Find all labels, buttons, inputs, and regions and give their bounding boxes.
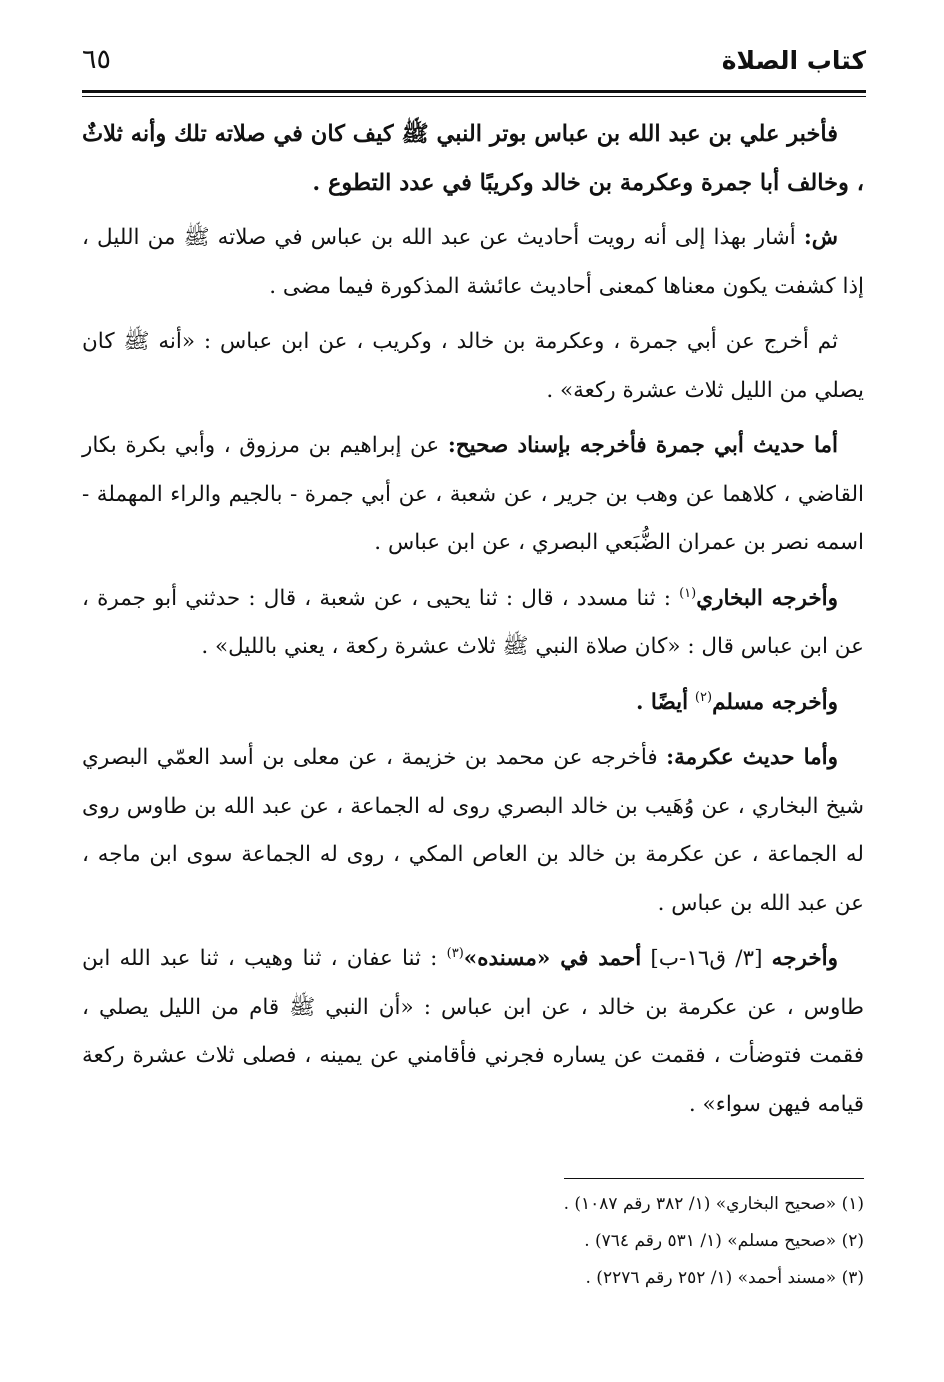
paragraph-matn	[82, 110, 864, 207]
paragraph-lead-source: أحمد في «مسنده»	[463, 946, 642, 971]
paragraph	[82, 422, 864, 568]
paragraph	[82, 935, 864, 1129]
page-number: ٦٥	[82, 44, 112, 75]
paragraph-lead: أما حديث أبي جمرة فأخرجه بإسناد صحيح:	[447, 433, 838, 458]
main-text	[82, 110, 864, 1136]
sharh-marker: ش:	[803, 225, 838, 250]
footnote: (٢) «صحيح مسلم» (١/ ٥٣١ رقم ٧٦٤) .	[584, 1231, 864, 1251]
paragraph-text: عن إبراهيم بن مرزوق ، وأبي بكرة بكار القاضي ، كلاهما عن وهب بن جرير ، عن شعبة ، عن أبي جمرة - بالجيم والراء المهملة - اسمه نصر بن عمران الضُّبَعي البصري ، عن ابن عباس .	[82, 433, 864, 555]
footnote-ref: (١)	[679, 585, 697, 601]
paragraph-lead: وأما حديث عكرمة:	[666, 745, 838, 770]
footnote: (٣) «مسند أحمد» (١/ ٢٥٢ رقم ٢٢٧٦) .	[585, 1268, 864, 1288]
paragraph-text: : ثنا مسدد ، قال : ثنا يحيى ، عن شعبة ، قال : حدثني أبو جمرة ، عن ابن عباس قال : «كان صلاة النبي ﷺ ثلاث عشرة ركعة ، يعني بالليل» .	[82, 585, 864, 659]
paragraph-text: : ثنا عفان ، ثنا وهيب ، ثنا عبد الله ابن طاوس ، عن عكرمة بن خالد ، عن ابن عباس : «أن النبي ﷺ قام من الليل يصلي ، فقمت فتوضأت ، فقمت عن يساره فجرني فأقامني عن يمينه ، فصلى ثلاث عشرة ركعة قيامه فيهن سواء» .	[82, 946, 864, 1117]
paragraph-sharh	[82, 214, 864, 311]
footnotes	[82, 1186, 864, 1297]
footnote-ref: (٣)	[446, 945, 464, 961]
manuscript-ref: [٣/ ق١٦-ب]	[650, 946, 763, 971]
paragraph	[82, 734, 864, 928]
paragraph-text: فأخبر علي بن عبد الله بن عباس بوتر النبي ﷺ كيف كان في صلاته تلك وأنه ثلاثٌ ، وخالف أبا جمرة وعكرمة بن خالد وكريبًا في عدد التطوع .	[82, 121, 864, 196]
paragraph-text: أشار بهذا إلى أنه رويت أحاديث عن عبد الله بن عباس في صلاته ﷺ من الليل ، إذا كشفت يكون معناها كمعنى أحاديث عائشة المذكورة فيما مضى .	[82, 225, 864, 299]
paragraph-lead: وأخرجه مسلم	[712, 689, 838, 715]
header-rule-thick	[82, 90, 866, 93]
footnote-separator	[564, 1178, 864, 1179]
paragraph	[82, 575, 864, 672]
paragraph-text: ثم أخرج عن أبي جمرة ، وعكرمة بن خالد ، وكريب ، عن ابن عباس : «أنه ﷺ كان يصلي من الليل ثلاث عشرة ركعة» .	[82, 329, 864, 403]
paragraph-lead: وأخرجه البخاري	[696, 585, 838, 611]
footnote: (١) «صحيح البخاري» (١/ ٣٨٢ رقم ١٠٨٧) .	[563, 1194, 864, 1214]
chapter-title: كتاب الصلاة	[721, 46, 866, 75]
paragraph-lead: وأخرجه	[771, 946, 838, 971]
paragraph-text: فأخرجه عن محمد بن خزيمة ، عن معلى بن أسد العمّي البصري شيخ البخاري ، عن وُهَيب بن خالد البصري روى له الجماعة ، عن عبد الله بن طاوس روى له الجماعة ، عن عكرمة بن خالد بن العاص المكي ، روى له الجماعة سوى ابن ماجه ، عن عبد الله بن عباس .	[82, 745, 864, 916]
paragraph	[82, 318, 864, 415]
running-header	[82, 40, 866, 84]
paragraph-text: أيضًا .	[635, 689, 689, 715]
header-rule-thin	[82, 96, 866, 97]
footnote-ref: (٢)	[694, 689, 713, 705]
paragraph	[82, 679, 864, 728]
